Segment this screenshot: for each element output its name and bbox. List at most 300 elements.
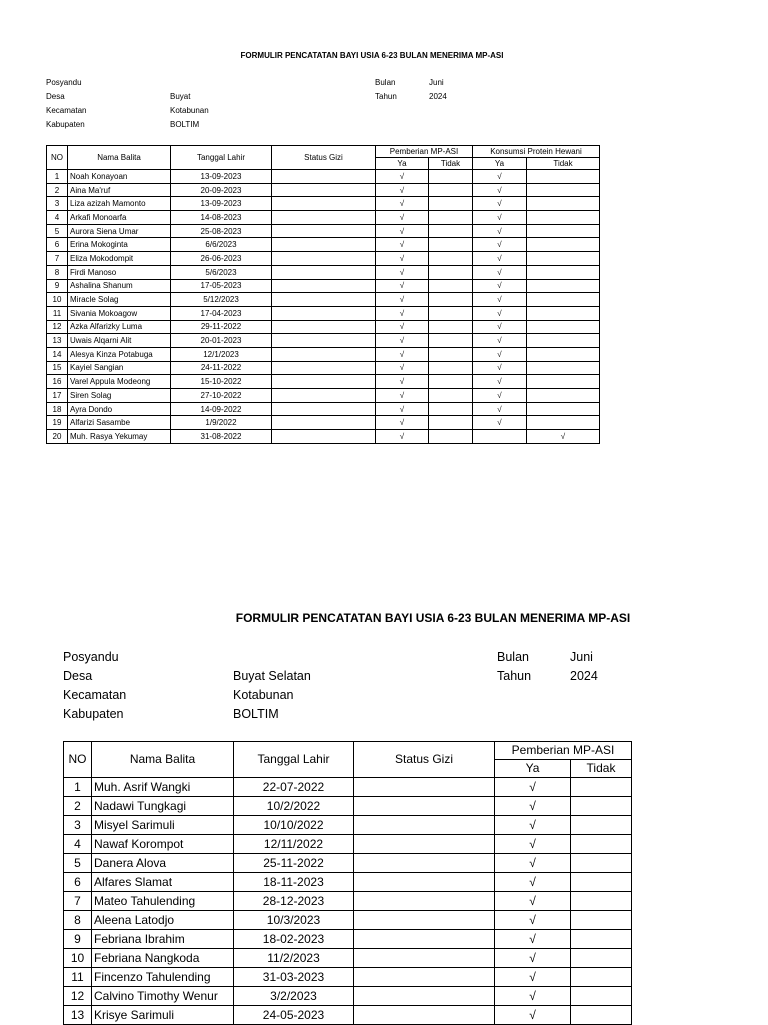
cell-no: 16: [47, 375, 68, 389]
cell-mpasi-ya: √: [376, 238, 429, 252]
cell-mpasi-ya: √: [376, 183, 429, 197]
cell-nama-balita: Mateo Tahulending: [92, 892, 234, 911]
cell-mpasi-tidak: [429, 265, 473, 279]
cell-no: 9: [64, 930, 92, 949]
cell-tanggal-lahir: 10/3/2023: [234, 911, 354, 930]
cell-mpasi-tidak: [571, 1006, 632, 1025]
cell-protein-ya: √: [473, 320, 527, 334]
cell-protein-tidak: [527, 211, 600, 225]
cell-tanggal-lahir: 25-11-2022: [234, 854, 354, 873]
cell-nama-balita: Krisye Sarimuli: [92, 1006, 234, 1025]
form1-kecamatan-value: Kotabunan: [170, 106, 209, 115]
cell-tanggal-lahir: 31-03-2023: [234, 968, 354, 987]
form2-kabupaten-value: BOLTIM: [233, 707, 279, 721]
cell-tanggal-lahir: 10/2/2022: [234, 797, 354, 816]
cell-status-gizi: [354, 835, 495, 854]
cell-mpasi-tidak: [429, 252, 473, 266]
cell-nama-balita: Fincenzo Tahulending: [92, 968, 234, 987]
cell-tanggal-lahir: 15-10-2022: [171, 375, 272, 389]
form1-desa-label: Desa: [46, 92, 65, 101]
cell-nama-balita: Liza azizah Mamonto: [68, 197, 171, 211]
cell-mpasi-ya: √: [495, 873, 571, 892]
cell-no: 5: [64, 854, 92, 873]
cell-protein-ya: √: [473, 416, 527, 430]
cell-no: 7: [64, 892, 92, 911]
form2-header-status: Status Gizi: [354, 742, 495, 778]
table-row: [64, 930, 632, 949]
cell-status-gizi: [354, 987, 495, 1006]
cell-no: 6: [47, 238, 68, 252]
table-row: [64, 873, 632, 892]
cell-protein-ya: √: [473, 224, 527, 238]
cell-nama-balita: Nadawi Tungkagi: [92, 797, 234, 816]
cell-status-gizi: [354, 892, 495, 911]
cell-tanggal-lahir: 12/11/2022: [234, 835, 354, 854]
form2-table: [63, 741, 632, 1025]
table-row: [47, 170, 600, 184]
cell-tanggal-lahir: 20-09-2023: [171, 183, 272, 197]
cell-protein-tidak: √: [527, 430, 600, 444]
cell-protein-ya: √: [473, 197, 527, 211]
cell-nama-balita: Alfarizi Sasambe: [68, 416, 171, 430]
cell-tanggal-lahir: 24-05-2023: [234, 1006, 354, 1025]
table-row: [64, 987, 632, 1006]
cell-protein-tidak: [527, 279, 600, 293]
cell-protein-tidak: [527, 293, 600, 307]
cell-status-gizi: [272, 416, 376, 430]
cell-nama-balita: Eliza Mokodompit: [68, 252, 171, 266]
cell-protein-ya: √: [473, 334, 527, 348]
cell-no: 4: [47, 211, 68, 225]
cell-mpasi-tidak: [429, 389, 473, 403]
cell-no: 1: [47, 170, 68, 184]
cell-mpasi-ya: √: [376, 279, 429, 293]
cell-status-gizi: [354, 873, 495, 892]
cell-tanggal-lahir: 13-09-2023: [171, 197, 272, 211]
cell-status-gizi: [354, 968, 495, 987]
cell-status-gizi: [272, 265, 376, 279]
cell-protein-tidak: [527, 306, 600, 320]
cell-mpasi-tidak: [571, 911, 632, 930]
cell-tanggal-lahir: 18-11-2023: [234, 873, 354, 892]
table-row: [64, 1006, 632, 1025]
cell-no: 18: [47, 402, 68, 416]
cell-status-gizi: [354, 816, 495, 835]
cell-tanggal-lahir: 12/1/2023: [171, 347, 272, 361]
cell-tanggal-lahir: 26-06-2023: [171, 252, 272, 266]
cell-tanggal-lahir: 31-08-2022: [171, 430, 272, 444]
cell-mpasi-ya: √: [376, 389, 429, 403]
cell-protein-tidak: [527, 375, 600, 389]
cell-status-gizi: [272, 170, 376, 184]
cell-no: 2: [64, 797, 92, 816]
form2-header-mpasi: Pemberian MP-ASI: [495, 742, 632, 760]
cell-status-gizi: [354, 911, 495, 930]
form1-header-status: Status Gizi: [272, 146, 376, 170]
cell-no: 17: [47, 389, 68, 403]
cell-mpasi-ya: √: [495, 949, 571, 968]
cell-tanggal-lahir: 27-10-2022: [171, 389, 272, 403]
table-row: [47, 293, 600, 307]
cell-mpasi-ya: √: [495, 816, 571, 835]
cell-protein-tidak: [527, 252, 600, 266]
cell-tanggal-lahir: 6/6/2023: [171, 238, 272, 252]
cell-mpasi-ya: √: [376, 416, 429, 430]
cell-mpasi-tidak: [429, 402, 473, 416]
cell-mpasi-ya: √: [495, 797, 571, 816]
cell-mpasi-ya: √: [376, 402, 429, 416]
cell-nama-balita: Calvino Timothy Wenur: [92, 987, 234, 1006]
cell-status-gizi: [272, 252, 376, 266]
table-row: [47, 347, 600, 361]
cell-tanggal-lahir: 29-11-2022: [171, 320, 272, 334]
cell-mpasi-ya: √: [376, 306, 429, 320]
cell-mpasi-tidak: [429, 279, 473, 293]
cell-mpasi-tidak: [571, 987, 632, 1006]
table-row: [47, 402, 600, 416]
cell-mpasi-ya: √: [376, 211, 429, 225]
form1-kabupaten-value: BOLTIM: [170, 120, 200, 129]
cell-nama-balita: Siren Solag: [68, 389, 171, 403]
form1-tahun-value: 2024: [429, 92, 447, 101]
table-row: [64, 892, 632, 911]
form2-desa-value: Buyat Selatan: [233, 669, 311, 683]
cell-nama-balita: Alesya Kinza Potabuga: [68, 347, 171, 361]
cell-mpasi-tidak: [429, 334, 473, 348]
cell-status-gizi: [272, 430, 376, 444]
cell-mpasi-tidak: [429, 183, 473, 197]
table-row: [64, 778, 632, 797]
table-row: [47, 211, 600, 225]
cell-mpasi-tidak: [429, 293, 473, 307]
cell-status-gizi: [354, 930, 495, 949]
cell-mpasi-ya: √: [376, 375, 429, 389]
form1-bulan-label: Bulan: [375, 78, 396, 87]
table-row: [64, 797, 632, 816]
cell-nama-balita: Misyel Sarimuli: [92, 816, 234, 835]
form1-kecamatan-label: Kecamatan: [46, 106, 87, 115]
cell-no: 6: [64, 873, 92, 892]
form2-tahun-value: 2024: [570, 669, 598, 683]
cell-nama-balita: Erina Mokoginta: [68, 238, 171, 252]
table-row: [47, 389, 600, 403]
cell-no: 10: [64, 949, 92, 968]
cell-protein-tidak: [527, 334, 600, 348]
form2-header-mpasi-ya: Ya: [495, 760, 571, 778]
form2-posyandu-label: Posyandu: [63, 650, 119, 664]
cell-nama-balita: Arkafi Monoarfa: [68, 211, 171, 225]
cell-protein-tidak: [527, 197, 600, 211]
table-row: [64, 949, 632, 968]
cell-status-gizi: [272, 402, 376, 416]
cell-tanggal-lahir: 28-12-2023: [234, 892, 354, 911]
cell-tanggal-lahir: 14-08-2023: [171, 211, 272, 225]
cell-tanggal-lahir: 1/9/2022: [171, 416, 272, 430]
cell-no: 19: [47, 416, 68, 430]
cell-mpasi-tidak: [571, 835, 632, 854]
cell-nama-balita: Aurora Siena Umar: [68, 224, 171, 238]
cell-mpasi-tidak: [429, 347, 473, 361]
cell-mpasi-tidak: [571, 778, 632, 797]
cell-nama-balita: Nawaf Korompot: [92, 835, 234, 854]
form1-desa-value: Buyat: [170, 92, 191, 101]
cell-mpasi-tidak: [429, 224, 473, 238]
cell-tanggal-lahir: 17-04-2023: [171, 306, 272, 320]
table-row: [64, 911, 632, 930]
cell-nama-balita: Uwais Alqarni Alit: [68, 334, 171, 348]
cell-no: 9: [47, 279, 68, 293]
cell-protein-ya: √: [473, 170, 527, 184]
cell-mpasi-tidak: [571, 873, 632, 892]
cell-protein-ya: √: [473, 279, 527, 293]
cell-status-gizi: [272, 347, 376, 361]
form1-posyandu-label: Posyandu: [46, 78, 82, 87]
table-row: [47, 306, 600, 320]
cell-protein-tidak: [527, 320, 600, 334]
table-row: [64, 854, 632, 873]
table-row: [47, 416, 600, 430]
cell-no: 11: [47, 306, 68, 320]
form1-header-protein: Konsumsi Protein Hewani: [473, 146, 600, 158]
cell-no: 12: [47, 320, 68, 334]
cell-protein-ya: √: [473, 361, 527, 375]
cell-mpasi-ya: √: [376, 320, 429, 334]
cell-mpasi-ya: √: [376, 334, 429, 348]
form2-header-mpasi-tidak: Tidak: [571, 760, 632, 778]
form2-header-tanggal: Tanggal Lahir: [234, 742, 354, 778]
cell-mpasi-tidak: [571, 854, 632, 873]
cell-mpasi-ya: √: [495, 1006, 571, 1025]
cell-mpasi-ya: √: [495, 778, 571, 797]
cell-protein-tidak: [527, 347, 600, 361]
cell-no: 12: [64, 987, 92, 1006]
cell-mpasi-tidak: [571, 797, 632, 816]
form1-header-mpasi: Pemberian MP-ASI: [376, 146, 473, 158]
cell-mpasi-tidak: [429, 320, 473, 334]
cell-protein-tidak: [527, 402, 600, 416]
cell-no: 13: [64, 1006, 92, 1025]
cell-status-gizi: [354, 778, 495, 797]
cell-protein-tidak: [527, 416, 600, 430]
form1-bulan-value: Juni: [429, 78, 444, 87]
cell-protein-tidak: [527, 361, 600, 375]
cell-nama-balita: Firdi Manoso: [68, 265, 171, 279]
cell-no: 11: [64, 968, 92, 987]
cell-protein-ya: √: [473, 252, 527, 266]
form1-header-nama: Nama Balita: [68, 146, 171, 170]
cell-mpasi-tidak: [429, 197, 473, 211]
cell-nama-balita: Sivania Mokoagow: [68, 306, 171, 320]
cell-no: 4: [64, 835, 92, 854]
cell-status-gizi: [272, 293, 376, 307]
cell-mpasi-ya: √: [376, 197, 429, 211]
cell-no: 14: [47, 347, 68, 361]
cell-status-gizi: [354, 949, 495, 968]
cell-nama-balita: Azka Alfarizky Luma: [68, 320, 171, 334]
cell-no: 3: [47, 197, 68, 211]
table-row: [47, 430, 600, 444]
cell-status-gizi: [354, 797, 495, 816]
cell-protein-tidak: [527, 224, 600, 238]
form2-bulan-value: Juni: [570, 650, 593, 664]
table-row: [47, 252, 600, 266]
cell-tanggal-lahir: 25-08-2023: [171, 224, 272, 238]
cell-mpasi-tidak: [429, 375, 473, 389]
cell-tanggal-lahir: 11/2/2023: [234, 949, 354, 968]
table-row: [47, 238, 600, 252]
cell-mpasi-ya: √: [495, 911, 571, 930]
cell-no: 2: [47, 183, 68, 197]
cell-no: 5: [47, 224, 68, 238]
cell-nama-balita: Muh. Asrif Wangki: [92, 778, 234, 797]
cell-tanggal-lahir: 24-11-2022: [171, 361, 272, 375]
form2-kecamatan-value: Kotabunan: [233, 688, 294, 702]
cell-mpasi-ya: √: [495, 892, 571, 911]
cell-mpasi-ya: √: [376, 361, 429, 375]
cell-mpasi-tidak: [571, 892, 632, 911]
cell-mpasi-tidak: [429, 361, 473, 375]
table-row: [47, 334, 600, 348]
form2-kecamatan-label: Kecamatan: [63, 688, 127, 702]
form2-bulan-label: Bulan: [497, 650, 529, 664]
cell-protein-ya: √: [473, 293, 527, 307]
table-row: [64, 835, 632, 854]
form1-header-protein-ya: Ya: [473, 158, 527, 170]
cell-protein-ya: √: [473, 347, 527, 361]
cell-tanggal-lahir: 20-01-2023: [171, 334, 272, 348]
cell-mpasi-tidak: [571, 949, 632, 968]
cell-mpasi-ya: √: [376, 265, 429, 279]
cell-status-gizi: [354, 1006, 495, 1025]
cell-mpasi-ya: √: [495, 854, 571, 873]
cell-mpasi-ya: √: [376, 347, 429, 361]
form1-title: FORMULIR PENCATATAN BAYI USIA 6-23 BULAN MENERIMA MP-ASI: [240, 51, 504, 60]
cell-status-gizi: [272, 306, 376, 320]
cell-mpasi-tidak: [429, 306, 473, 320]
table-row: [47, 279, 600, 293]
cell-mpasi-tidak: [571, 816, 632, 835]
cell-nama-balita: Danera Alova: [92, 854, 234, 873]
cell-no: 1: [64, 778, 92, 797]
cell-tanggal-lahir: 5/6/2023: [171, 265, 272, 279]
cell-protein-tidak: [527, 183, 600, 197]
table-row: [47, 361, 600, 375]
cell-status-gizi: [272, 238, 376, 252]
form2-kabupaten-label: Kabupaten: [63, 707, 124, 721]
cell-mpasi-tidak: [571, 968, 632, 987]
cell-no: 15: [47, 361, 68, 375]
cell-tanggal-lahir: 5/12/2023: [171, 293, 272, 307]
table-row: [47, 265, 600, 279]
cell-nama-balita: Ashalina Shanum: [68, 279, 171, 293]
cell-tanggal-lahir: 22-07-2022: [234, 778, 354, 797]
form1-header-mpasi-ya: Ya: [376, 158, 429, 170]
cell-mpasi-ya: √: [376, 430, 429, 444]
cell-status-gizi: [272, 334, 376, 348]
cell-tanggal-lahir: 14-09-2022: [171, 402, 272, 416]
table-row: [47, 197, 600, 211]
form2-desa-label: Desa: [63, 669, 93, 683]
table-row: [47, 183, 600, 197]
cell-mpasi-tidak: [429, 416, 473, 430]
cell-nama-balita: Aina Ma'ruf: [68, 183, 171, 197]
cell-status-gizi: [354, 854, 495, 873]
cell-tanggal-lahir: 13-09-2023: [171, 170, 272, 184]
table-row: [47, 320, 600, 334]
form1-header-mpasi-tidak: Tidak: [429, 158, 473, 170]
cell-no: 13: [47, 334, 68, 348]
cell-status-gizi: [272, 320, 376, 334]
cell-mpasi-ya: √: [495, 930, 571, 949]
form1-header-tanggal: Tanggal Lahir: [171, 146, 272, 170]
cell-protein-tidak: [527, 238, 600, 252]
cell-mpasi-ya: √: [376, 224, 429, 238]
form1-tahun-label: Tahun: [375, 92, 397, 101]
cell-mpasi-ya: √: [376, 293, 429, 307]
cell-mpasi-tidak: [429, 430, 473, 444]
cell-no: 8: [64, 911, 92, 930]
table-row: [47, 224, 600, 238]
cell-nama-balita: Febriana Nangkoda: [92, 949, 234, 968]
cell-nama-balita: Muh. Rasya Yekumay: [68, 430, 171, 444]
cell-no: 8: [47, 265, 68, 279]
cell-mpasi-tidak: [571, 930, 632, 949]
cell-protein-ya: √: [473, 402, 527, 416]
form2-header-nama: Nama Balita: [92, 742, 234, 778]
form1-table: [46, 145, 600, 444]
form1-header-no: NO: [47, 146, 68, 170]
cell-mpasi-ya: √: [376, 252, 429, 266]
cell-protein-ya: √: [473, 389, 527, 403]
cell-status-gizi: [272, 197, 376, 211]
form2-tahun-label: Tahun: [497, 669, 532, 683]
cell-protein-ya: √: [473, 238, 527, 252]
cell-no: 7: [47, 252, 68, 266]
form2-title: FORMULIR PENCATATAN BAYI USIA 6-23 BULAN MENERIMA MP-ASI: [235, 611, 631, 625]
cell-mpasi-ya: √: [495, 968, 571, 987]
cell-protein-ya: √: [473, 306, 527, 320]
cell-nama-balita: Alfares Slamat: [92, 873, 234, 892]
cell-protein-ya: √: [473, 265, 527, 279]
form1-header-protein-tidak: Tidak: [527, 158, 600, 170]
cell-no: 3: [64, 816, 92, 835]
cell-status-gizi: [272, 211, 376, 225]
form1-kabupaten-label: Kabupaten: [46, 120, 85, 129]
cell-nama-balita: Aleena Latodjo: [92, 911, 234, 930]
cell-status-gizi: [272, 224, 376, 238]
cell-mpasi-ya: √: [376, 170, 429, 184]
cell-tanggal-lahir: 10/10/2022: [234, 816, 354, 835]
cell-status-gizi: [272, 375, 376, 389]
cell-status-gizi: [272, 279, 376, 293]
cell-tanggal-lahir: 18-02-2023: [234, 930, 354, 949]
cell-no: 20: [47, 430, 68, 444]
cell-protein-ya: √: [473, 375, 527, 389]
form2-header-no: NO: [64, 742, 92, 778]
cell-protein-ya: [473, 430, 527, 444]
cell-tanggal-lahir: 3/2/2023: [234, 987, 354, 1006]
cell-nama-balita: Varel Appula Modeong: [68, 375, 171, 389]
cell-nama-balita: Ayra Dondo: [68, 402, 171, 416]
cell-protein-tidak: [527, 170, 600, 184]
cell-mpasi-tidak: [429, 211, 473, 225]
cell-mpasi-ya: √: [495, 835, 571, 854]
cell-nama-balita: Kayiel Sangian: [68, 361, 171, 375]
cell-nama-balita: Miracle Solag: [68, 293, 171, 307]
cell-protein-ya: √: [473, 183, 527, 197]
cell-protein-tidak: [527, 389, 600, 403]
table-row: [64, 968, 632, 987]
